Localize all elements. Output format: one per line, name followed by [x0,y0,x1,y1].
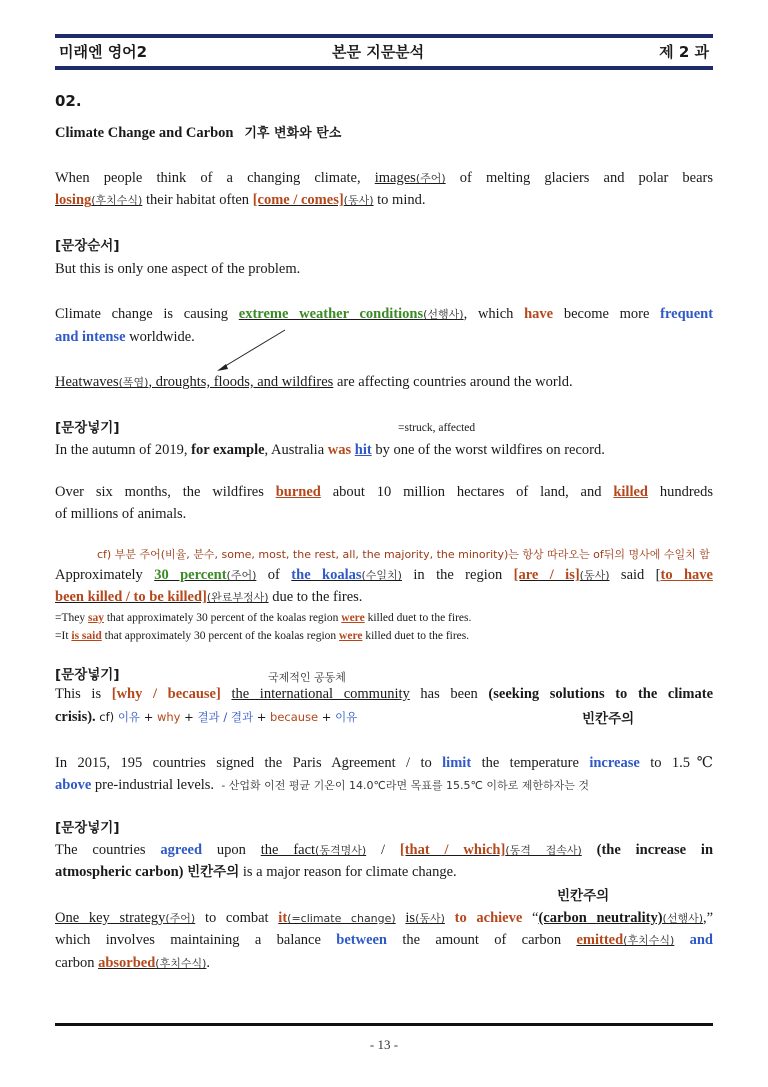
label-sentence-insert-2: [문장넣기] [55,667,120,683]
blank-warning-2: 빈칸주의 [557,888,610,904]
sentence-11-line-2: which involves maintaining a balance between the amount of carbon emitted(후치수식) and [55,932,713,948]
sentence-9-line-2: above pre-industrial levels. - 산업화 이전 평균 기온이 14.0℃라면 목표를 15.5℃ 이하로 제한하자는 것 [55,777,589,793]
header-bottom-rule [55,66,713,70]
sentence-11-line-1: One key strategy(주어) to combat it(=climate change) is(동사) to achieve “(carbon neutrality)(선행사),” [55,910,714,926]
sentence-3-line-1: Climate change is causing extreme weather conditions(선행사), which have become more frequent [55,306,714,322]
paraphrase-2: =It is said that approximately 30 percent of the koalas region were killed duet to the fires. [55,630,470,642]
sentence-6-line-1: Over six months, the wildfires burned about 10 million hectares of land, and killed hundreds [55,484,713,500]
blank-warning-1: 빈칸주의 [582,711,635,727]
label-sentence-order: [문장순서] [55,238,120,254]
sentence-10-line-1: The countries agreed upon the fact(동격명사) / [that / which](동격 접속사) (the increase in [55,842,714,858]
sentence-2: But this is only one aspect of the problem. [55,261,301,277]
header-center: 본문 지문분석 [332,43,425,61]
page-number: - 13 - [369,1037,399,1052]
sentence-9-line-1: In 2015, 195 countries signed the Paris Agreement / to limit the temperature increase to 1.5℃ [55,755,714,771]
section-title: Climate Change and Carbon 기후 변화와 탄소 [55,125,342,141]
sentence-8-line-1: This is [why / because] the international community has been (seeking solutions to the climate [55,686,714,702]
label-sentence-insert-1: [문장넣기] [55,420,120,436]
sentence-7-line-2: been killed / to be killed](완료부정사) due to the fires. [55,589,363,605]
header-right: 제 2 과 [659,43,709,61]
sentence-11-line-3: carbon absorbed(후치수식). [55,955,211,971]
sentence-4: Heatwaves(폭염), droughts, floods, and wildfires are affecting countries around the world. [55,374,573,390]
header-left: 미래엔 영어2 [59,43,148,61]
paraphrase-1: =They say that approximately 30 percent of the koalas region were killed duet to the fires. [55,612,472,624]
sentence-1-line-1: When people think of a changing climate, images(주어) of melting glaciers and polar bears [55,170,714,186]
sentence-3-line-2: and intense worldwide. [55,329,195,345]
section-number: 02. [55,92,82,110]
intl-note: 국제적인 공동체 [268,671,346,684]
label-sentence-insert-3: [문장넣기] [55,820,120,836]
sentence-1-line-2: losing(후치수식) their habitat often [come / comes](동사) to mind. [55,192,426,208]
arrow-icon [210,328,290,374]
struck-note: =struck, affected [398,422,476,434]
cf-note: cf) 부분 주어(비율, 분수, some, most, the rest, all, the majority, the minority)는 항상 따라오는 of뒤의 명사에 수일치 함 [97,548,710,561]
images-word: images(주어) [374,170,446,186]
sentence-8-line-2: crisis). cf) 이유 + why + 결과 / 결과 + because + 이유 [55,709,358,725]
footer-rule [55,1023,713,1026]
sentence-7-line-1: Approximately 30 percent(주어) of the koalas(수일치) in the region [are / is](동사) said [to have [55,567,713,583]
sentence-10-line-2: atmospheric carbon) 빈칸주의 is a major reason for climate change. [55,864,457,880]
page-header [55,38,713,64]
sentence-5: In the autumn of 2019, for example, Australia was hit by one of the worst wildfires on record. [55,442,605,458]
sentence-6-line-2: of millions of animals. [55,506,187,522]
